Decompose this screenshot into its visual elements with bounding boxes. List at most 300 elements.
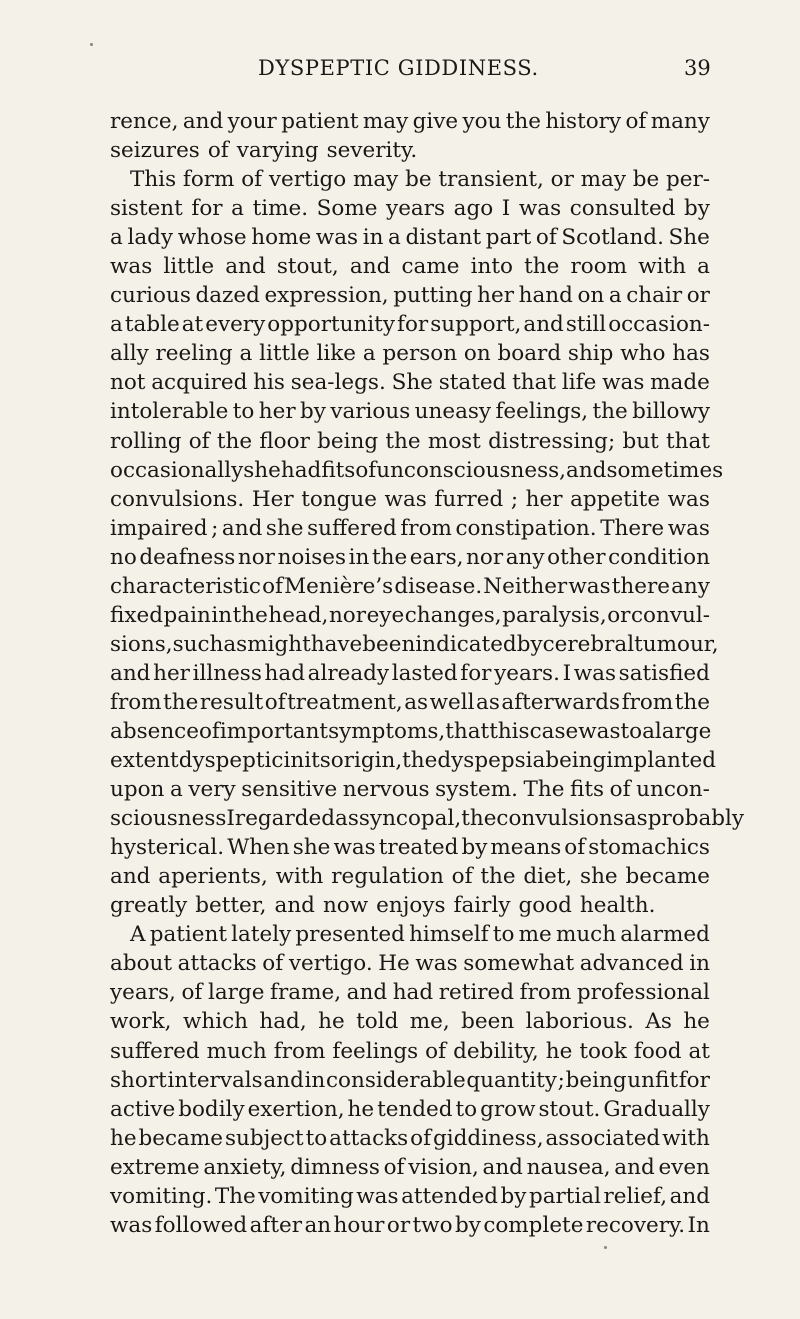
word: paralysis, — [502, 602, 607, 628]
text-line — [110, 1153, 710, 1182]
word: bodily — [178, 1096, 245, 1122]
word: from — [110, 689, 162, 715]
word: many — [650, 109, 710, 134]
text-line — [110, 717, 710, 746]
word: characteristic — [110, 573, 261, 599]
word: her — [525, 486, 563, 512]
word: system. — [435, 777, 518, 803]
word: Neither — [483, 573, 568, 599]
word: a — [697, 254, 710, 280]
word: occasionally — [110, 457, 244, 483]
word: This — [130, 167, 177, 193]
word: and — [523, 312, 564, 338]
word: for — [460, 660, 492, 686]
word: a — [608, 283, 622, 309]
word: your — [227, 109, 277, 134]
word: by — [684, 196, 710, 222]
word: about — [110, 951, 173, 977]
word: be — [405, 167, 432, 193]
word: became — [625, 864, 710, 890]
word: severity. — [326, 138, 418, 164]
word: that — [665, 428, 710, 454]
word: short — [110, 1067, 167, 1093]
word: ears, — [409, 544, 464, 570]
word: her — [153, 660, 190, 686]
word: nor — [328, 602, 367, 628]
word: curious — [110, 283, 191, 309]
word: food — [633, 1038, 682, 1064]
word: and — [349, 254, 391, 280]
text-line — [110, 891, 710, 920]
word: nervous — [342, 777, 430, 803]
word: and — [225, 254, 266, 280]
word: part — [485, 225, 532, 251]
word: rolling — [110, 428, 182, 454]
word: as — [335, 806, 359, 832]
word: history — [545, 109, 622, 134]
word: a — [388, 225, 401, 251]
word: years. — [494, 660, 560, 686]
word: me, — [409, 1009, 450, 1035]
word: upon — [110, 777, 165, 803]
word: furred — [434, 486, 504, 512]
word: treated — [378, 835, 459, 861]
word: aperients, — [158, 864, 268, 890]
word: work, — [110, 1009, 172, 1035]
word: appetite — [570, 486, 661, 512]
word: whose — [177, 225, 247, 251]
word: by — [461, 835, 488, 861]
word: I — [226, 806, 235, 832]
word: might — [247, 631, 311, 657]
word: She — [668, 225, 710, 251]
word: noises — [277, 544, 347, 570]
word: and — [669, 1183, 710, 1209]
word: person — [382, 341, 458, 367]
word: with — [638, 254, 686, 280]
word: ally — [110, 341, 149, 367]
word: no — [110, 544, 137, 570]
word: opportunity — [267, 312, 395, 338]
word: was — [110, 1212, 153, 1238]
word: sciousness — [110, 806, 227, 832]
text-line — [110, 252, 710, 281]
word: in — [211, 602, 233, 628]
word: important — [219, 718, 329, 744]
word: stout, — [276, 254, 339, 280]
word: nausea, — [526, 1154, 611, 1180]
text-line — [110, 978, 710, 1007]
word: advanced — [579, 951, 684, 977]
word: and — [274, 893, 315, 919]
word: was — [578, 718, 621, 744]
word: and — [182, 109, 224, 134]
word: board — [497, 341, 562, 367]
word: pain — [163, 602, 211, 628]
word: time. — [252, 196, 309, 222]
word: greatly — [110, 893, 188, 919]
word: had — [392, 980, 434, 1006]
word: fits — [321, 457, 356, 483]
word: a — [642, 718, 655, 744]
word: most — [427, 428, 481, 454]
text-line — [110, 949, 710, 978]
word: vision, — [408, 1154, 479, 1180]
word: putting — [393, 283, 473, 309]
text-line — [110, 456, 724, 485]
word: her — [258, 399, 296, 425]
word: uneasy — [414, 399, 492, 425]
word: of — [609, 777, 631, 803]
word: on — [463, 341, 491, 367]
word: still — [565, 312, 607, 338]
word: he — [110, 1125, 137, 1151]
word: constipation. — [455, 515, 597, 541]
word: expression, — [264, 283, 389, 309]
word: chair — [626, 283, 683, 309]
word: hand — [518, 283, 573, 309]
word: table — [124, 312, 180, 338]
word: cerebral — [542, 631, 635, 657]
word: may — [580, 167, 626, 193]
word: symptoms, — [328, 718, 446, 744]
word: relief, — [603, 1183, 668, 1209]
word: into — [470, 254, 513, 280]
word: from — [400, 515, 452, 541]
word: vomiting. — [110, 1183, 213, 1209]
word: of — [188, 428, 210, 454]
word: I — [501, 196, 511, 222]
word: deafness — [139, 544, 236, 570]
word: convulsions. — [110, 486, 245, 512]
word: probably — [647, 806, 745, 832]
text-line — [110, 1066, 710, 1095]
word: treatment, — [287, 689, 403, 715]
word: case — [529, 718, 579, 744]
word: indicated — [415, 631, 517, 657]
word: better, — [195, 893, 267, 919]
text-line — [110, 1007, 710, 1036]
text-line — [110, 281, 710, 310]
text-line — [110, 659, 710, 688]
word: with — [275, 864, 324, 890]
word: already — [307, 660, 390, 686]
word: was — [568, 573, 611, 599]
word: of — [198, 718, 220, 744]
word: became — [138, 1125, 223, 1151]
word: frame, — [270, 980, 342, 1006]
word: a — [231, 196, 244, 222]
word: or — [386, 1212, 411, 1238]
text-line — [110, 485, 710, 514]
word: home — [251, 225, 312, 251]
word: the — [524, 254, 560, 280]
word: origin, — [330, 748, 403, 774]
word: from — [621, 689, 674, 715]
word: much — [206, 1038, 267, 1064]
word: by — [500, 1183, 527, 1209]
word: debility, — [453, 1038, 539, 1064]
word: and — [482, 1154, 523, 1180]
word: was — [518, 196, 562, 222]
text-line — [110, 1037, 710, 1066]
word: of — [207, 138, 229, 164]
word: tumour, — [634, 631, 719, 657]
word: the — [402, 748, 438, 774]
word: various — [330, 399, 411, 425]
word: was — [333, 835, 376, 861]
word: uncon- — [636, 777, 710, 803]
word: this — [489, 718, 530, 744]
word: impaired — [110, 515, 208, 541]
word: He — [378, 951, 410, 977]
word: even — [658, 1154, 710, 1180]
word: as — [404, 689, 429, 715]
word: varying — [236, 138, 319, 164]
text-line — [110, 920, 710, 949]
word: of — [355, 457, 377, 483]
word: vomiting — [258, 1183, 354, 1209]
word: the — [592, 399, 628, 425]
word: sea-legs. — [290, 370, 386, 396]
word: hour — [333, 1212, 385, 1238]
text-line — [110, 223, 710, 252]
word: had — [280, 457, 322, 483]
word: and — [263, 1067, 304, 1093]
word: been — [461, 1009, 515, 1035]
word: Some — [316, 196, 378, 222]
text-line — [110, 746, 716, 775]
word: tended — [377, 1096, 453, 1122]
word: in — [304, 1067, 326, 1093]
text-line — [110, 804, 745, 833]
word: The — [523, 777, 565, 803]
word: As — [645, 1009, 672, 1035]
word: regarded — [234, 806, 336, 832]
word: of — [625, 109, 647, 134]
word: from — [273, 1038, 326, 1064]
word: himself — [409, 922, 489, 948]
word: I — [562, 660, 572, 686]
text-line — [110, 833, 710, 862]
word: attacks — [177, 951, 257, 977]
word: dimness — [290, 1154, 380, 1180]
word: well — [429, 689, 475, 715]
word: of — [181, 980, 203, 1006]
paper-speck — [604, 1246, 607, 1249]
word: told — [356, 1009, 399, 1035]
word: by — [516, 631, 543, 657]
word: a — [169, 777, 183, 803]
word: such — [172, 631, 224, 657]
word: good — [518, 893, 572, 919]
word: every — [205, 312, 266, 338]
word: she — [292, 835, 331, 861]
text-line — [110, 688, 710, 717]
word: and — [346, 980, 388, 1006]
word: he — [683, 1009, 710, 1035]
word: of — [264, 689, 286, 715]
word: of — [425, 1038, 447, 1064]
word: me — [518, 922, 552, 948]
word: active — [110, 1096, 176, 1122]
word: as — [476, 689, 500, 715]
word: health. — [579, 893, 656, 919]
text-line — [110, 165, 710, 194]
word: life — [561, 370, 597, 396]
word: the — [371, 544, 408, 570]
word: to — [455, 1096, 478, 1122]
text-line — [110, 1095, 710, 1124]
word: subject — [224, 1125, 304, 1151]
text-line — [110, 339, 710, 368]
word: was — [667, 515, 710, 541]
word: She — [391, 370, 433, 396]
text-line — [110, 862, 710, 891]
word: to — [232, 399, 255, 425]
word: and — [110, 660, 151, 686]
word: fits — [570, 777, 605, 803]
word: give — [412, 109, 459, 134]
word: at — [688, 1038, 710, 1064]
word: there — [611, 573, 670, 599]
text-line — [110, 136, 710, 165]
word: nor — [237, 544, 275, 570]
page-number: 39 — [684, 56, 711, 80]
word: means — [490, 835, 562, 861]
word: its — [304, 748, 331, 774]
word: sions, — [110, 631, 173, 657]
word: illness — [192, 660, 262, 686]
word: partial — [528, 1183, 602, 1209]
word: associated — [545, 1125, 661, 1151]
word: any — [671, 573, 710, 599]
word: his — [253, 370, 285, 396]
word: followed — [154, 1212, 248, 1238]
word: fairly — [453, 893, 511, 919]
word: and — [566, 457, 607, 483]
word: feelings, — [495, 399, 589, 425]
word: exertion, — [247, 1096, 345, 1122]
text-line — [110, 514, 710, 543]
word: but — [622, 428, 659, 454]
word: that — [445, 718, 490, 744]
word: diet, — [523, 864, 573, 890]
text-line — [110, 194, 710, 223]
word: to — [492, 922, 515, 948]
word: to — [305, 1125, 328, 1151]
word: large — [654, 718, 712, 744]
word: of — [262, 573, 283, 599]
word: per- — [665, 167, 710, 193]
word: dyspeptic — [178, 748, 284, 774]
word: little — [163, 254, 215, 280]
word: was — [384, 486, 427, 512]
word: rence, — [110, 109, 179, 134]
word: suffered — [110, 1038, 200, 1064]
word: two — [412, 1212, 453, 1238]
word: had, — [259, 1009, 307, 1035]
text-line — [110, 310, 710, 339]
word: hysterical. — [110, 835, 225, 861]
word: absence — [110, 718, 199, 744]
word: transient, — [438, 167, 544, 193]
word: laborious. — [525, 1009, 634, 1035]
word: Gradually — [603, 1096, 710, 1122]
word: and — [110, 864, 151, 890]
running-title: DYSPEPTIC GIDDINESS. — [258, 56, 539, 80]
word: the — [674, 689, 710, 715]
word: being — [317, 428, 379, 454]
word: disease. — [394, 573, 483, 599]
word: now — [322, 893, 369, 919]
word: she — [243, 457, 281, 483]
word: was — [415, 951, 458, 977]
word: as — [623, 806, 648, 832]
word: was — [110, 254, 153, 280]
word: condition — [608, 544, 710, 570]
word: the — [216, 428, 253, 454]
word: for — [678, 1067, 710, 1093]
word: lately — [231, 922, 292, 948]
word: form — [182, 167, 235, 193]
word: had — [264, 660, 305, 686]
word: giddiness, — [433, 1125, 544, 1151]
word: head, — [268, 602, 329, 628]
text-line — [110, 368, 710, 397]
word: as — [223, 631, 248, 657]
word: from — [519, 980, 572, 1006]
word: The — [214, 1183, 256, 1209]
text-line — [110, 1182, 710, 1211]
word: unfit — [627, 1067, 678, 1093]
word: occasion- — [608, 312, 710, 338]
word: grow — [480, 1096, 536, 1122]
word: other — [547, 544, 606, 570]
word: A — [130, 922, 146, 948]
word: the — [163, 689, 199, 715]
word: ; — [510, 486, 519, 512]
word: anxiety, — [203, 1154, 287, 1180]
word: a — [362, 341, 376, 367]
word: nor — [466, 544, 504, 570]
word: convulsions — [496, 806, 624, 832]
word: she — [265, 515, 304, 541]
word: changes, — [404, 602, 502, 628]
word: the — [385, 428, 421, 454]
text-line — [110, 427, 710, 456]
text-line — [110, 107, 710, 136]
word: ; — [211, 515, 219, 541]
word: has — [672, 341, 710, 367]
word: dyspepsia — [437, 748, 546, 774]
word: or — [550, 167, 574, 193]
text-line — [110, 601, 710, 630]
word: billowy — [632, 399, 710, 425]
word: or — [607, 602, 631, 628]
word: ship — [567, 341, 614, 367]
word: in — [689, 951, 710, 977]
word: syncopal, — [358, 806, 462, 832]
word: of — [241, 167, 263, 193]
word: in — [283, 748, 305, 774]
word: in — [348, 544, 370, 570]
word: of — [451, 864, 473, 890]
word: years, — [110, 980, 176, 1006]
word: fixed — [110, 602, 163, 628]
word: like — [316, 341, 357, 367]
word: after — [249, 1212, 303, 1238]
